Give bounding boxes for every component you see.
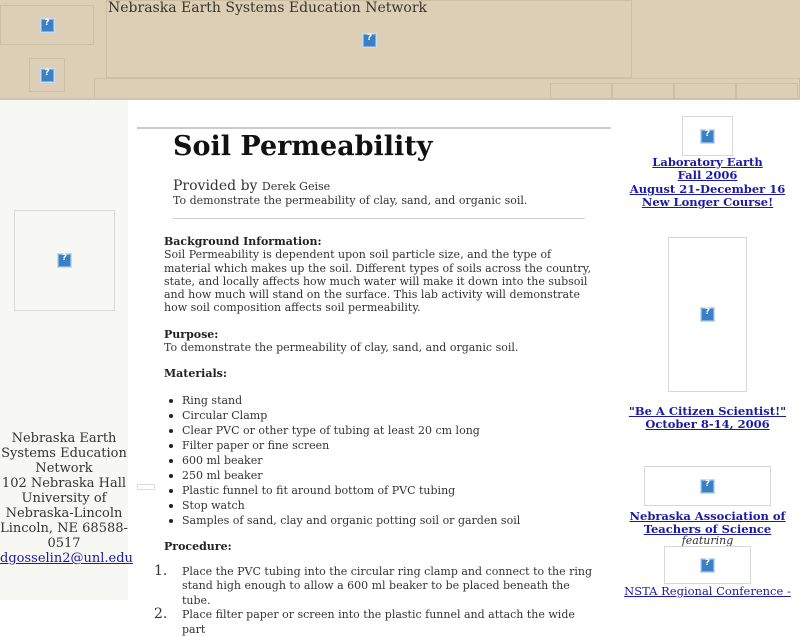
address-line: University of: [21, 491, 107, 506]
step-text: Place the PVC tubing into the circular ring clamp and connect to the ring stand high enough to allow a 600 ml beaker to be placed beneath the tube.: [182, 564, 593, 607]
address-line: Systems Education: [1, 446, 127, 461]
step-number: 1.: [154, 562, 168, 579]
link-line[interactable]: Laboratory Earth: [652, 155, 763, 169]
citizen-scientist-link[interactable]: [615, 405, 800, 432]
contact-address: [0, 431, 133, 566]
background-text: Soil Permeability is dependent upon soil particle size, and the type of material which makes up the soil. Different types of soils across the country, state, and locally affects how much water will make it down into the subsoil and how much will stand on the surface. This lab activity will demonstrate how soil composition affects soil permeability.: [164, 248, 591, 315]
article-body: [154, 235, 594, 637]
materials-list: [164, 393, 594, 528]
link-line[interactable]: October 8-14, 2006: [645, 417, 770, 432]
broken-image-icon: [701, 130, 714, 143]
step-number: 2.: [154, 606, 168, 623]
address-line: Nebraska Earth: [11, 431, 117, 446]
promo-image-frame[interactable]: [664, 546, 751, 584]
procedure-step: [154, 606, 594, 637]
sidebar-image-frame: [14, 210, 115, 311]
list-item: 600 ml beaker: [182, 453, 594, 468]
provided-by: [173, 178, 330, 194]
list-item: 250 ml beaker: [182, 468, 594, 483]
nats-link[interactable]: [615, 510, 800, 537]
page-subtitle: To demonstrate the permeability of clay, sand, and organic soil.: [173, 194, 528, 207]
form-button[interactable]: [137, 484, 155, 490]
subtitle-divider: [173, 218, 585, 219]
link-line[interactable]: August 21-December 16: [629, 181, 786, 196]
address-line: 0517: [47, 536, 81, 551]
link-line[interactable]: Nebraska Association of: [629, 509, 786, 523]
site-title: Nebraska Earth Systems Education Network: [108, 0, 427, 16]
top-divider: [137, 127, 611, 129]
email-link[interactable]: dgosselin2@unl.edu: [0, 551, 133, 566]
broken-image-icon: [363, 34, 376, 47]
address-line: Nebraska-Lincoln: [5, 506, 123, 521]
right-sidebar: [615, 100, 800, 600]
list-item: Ring stand: [182, 393, 594, 408]
nav-tab[interactable]: [736, 83, 798, 99]
link-line[interactable]: Teachers of Science: [643, 522, 772, 537]
nav-tab[interactable]: [612, 83, 674, 99]
broken-image-icon: [58, 254, 71, 267]
address-line: Network: [35, 461, 93, 476]
broken-image-icon: [701, 480, 714, 493]
section-heading: Materials:: [164, 367, 227, 381]
list-item: Samples of sand, clay and organic potting soil or garden soil: [182, 513, 594, 528]
main-content: [137, 100, 611, 636]
broken-image-icon: [41, 69, 54, 82]
background-section: [164, 235, 594, 315]
nsta-conference-link[interactable]: [615, 585, 800, 598]
link-line[interactable]: NSTA Regional Conference -: [624, 584, 791, 598]
nav-tab[interactable]: [674, 83, 736, 99]
site-header: [0, 0, 800, 100]
nav-strip: [94, 78, 800, 98]
broken-image-icon: [41, 19, 54, 32]
list-item: Stop watch: [182, 498, 594, 513]
link-line[interactable]: Fall 2006: [677, 168, 738, 183]
promo-image-frame[interactable]: [644, 466, 771, 506]
broken-image-icon: [701, 559, 714, 572]
small-logo-image-frame[interactable]: [29, 58, 65, 92]
procedure-list: [154, 562, 594, 637]
featuring-label: featuring: [681, 534, 734, 547]
step-text: Place filter paper or screen into the plastic funnel and attach the wide part: [182, 608, 575, 636]
list-item: Clear PVC or other type of tubing at least 20 cm long: [182, 423, 594, 438]
list-item: Filter paper or fine screen: [182, 438, 594, 453]
address-line: 102 Nebraska Hall: [1, 476, 127, 491]
section-heading: Procedure:: [164, 539, 232, 553]
left-sidebar: [0, 100, 133, 600]
address-line: Lincoln, NE 68588-: [0, 521, 128, 536]
logo-image-frame[interactable]: [0, 5, 94, 45]
broken-image-icon: [701, 308, 714, 321]
promo-image-frame[interactable]: [668, 237, 747, 392]
purpose-section: [164, 328, 594, 355]
promo-image-frame[interactable]: [682, 116, 733, 156]
provided-by-label: Provided by: [173, 178, 258, 194]
purpose-text: To demonstrate the permeability of clay, sand, and organic soil.: [164, 341, 519, 355]
author-name: Derek Geise: [261, 180, 331, 193]
page-title: Soil Permeability: [173, 131, 433, 162]
link-line[interactable]: New Longer Course!: [641, 195, 774, 210]
nav-tab[interactable]: [550, 83, 612, 99]
section-heading: Background Information:: [164, 235, 322, 248]
section-heading: Purpose:: [164, 327, 219, 341]
procedure-step: [154, 562, 594, 609]
list-item: Circular Clamp: [182, 408, 594, 423]
link-line[interactable]: "Be A Citizen Scientist!": [628, 404, 787, 418]
list-item: Plastic funnel to fit around bottom of PVC tubing: [182, 483, 594, 498]
laboratory-earth-link[interactable]: [615, 156, 800, 210]
